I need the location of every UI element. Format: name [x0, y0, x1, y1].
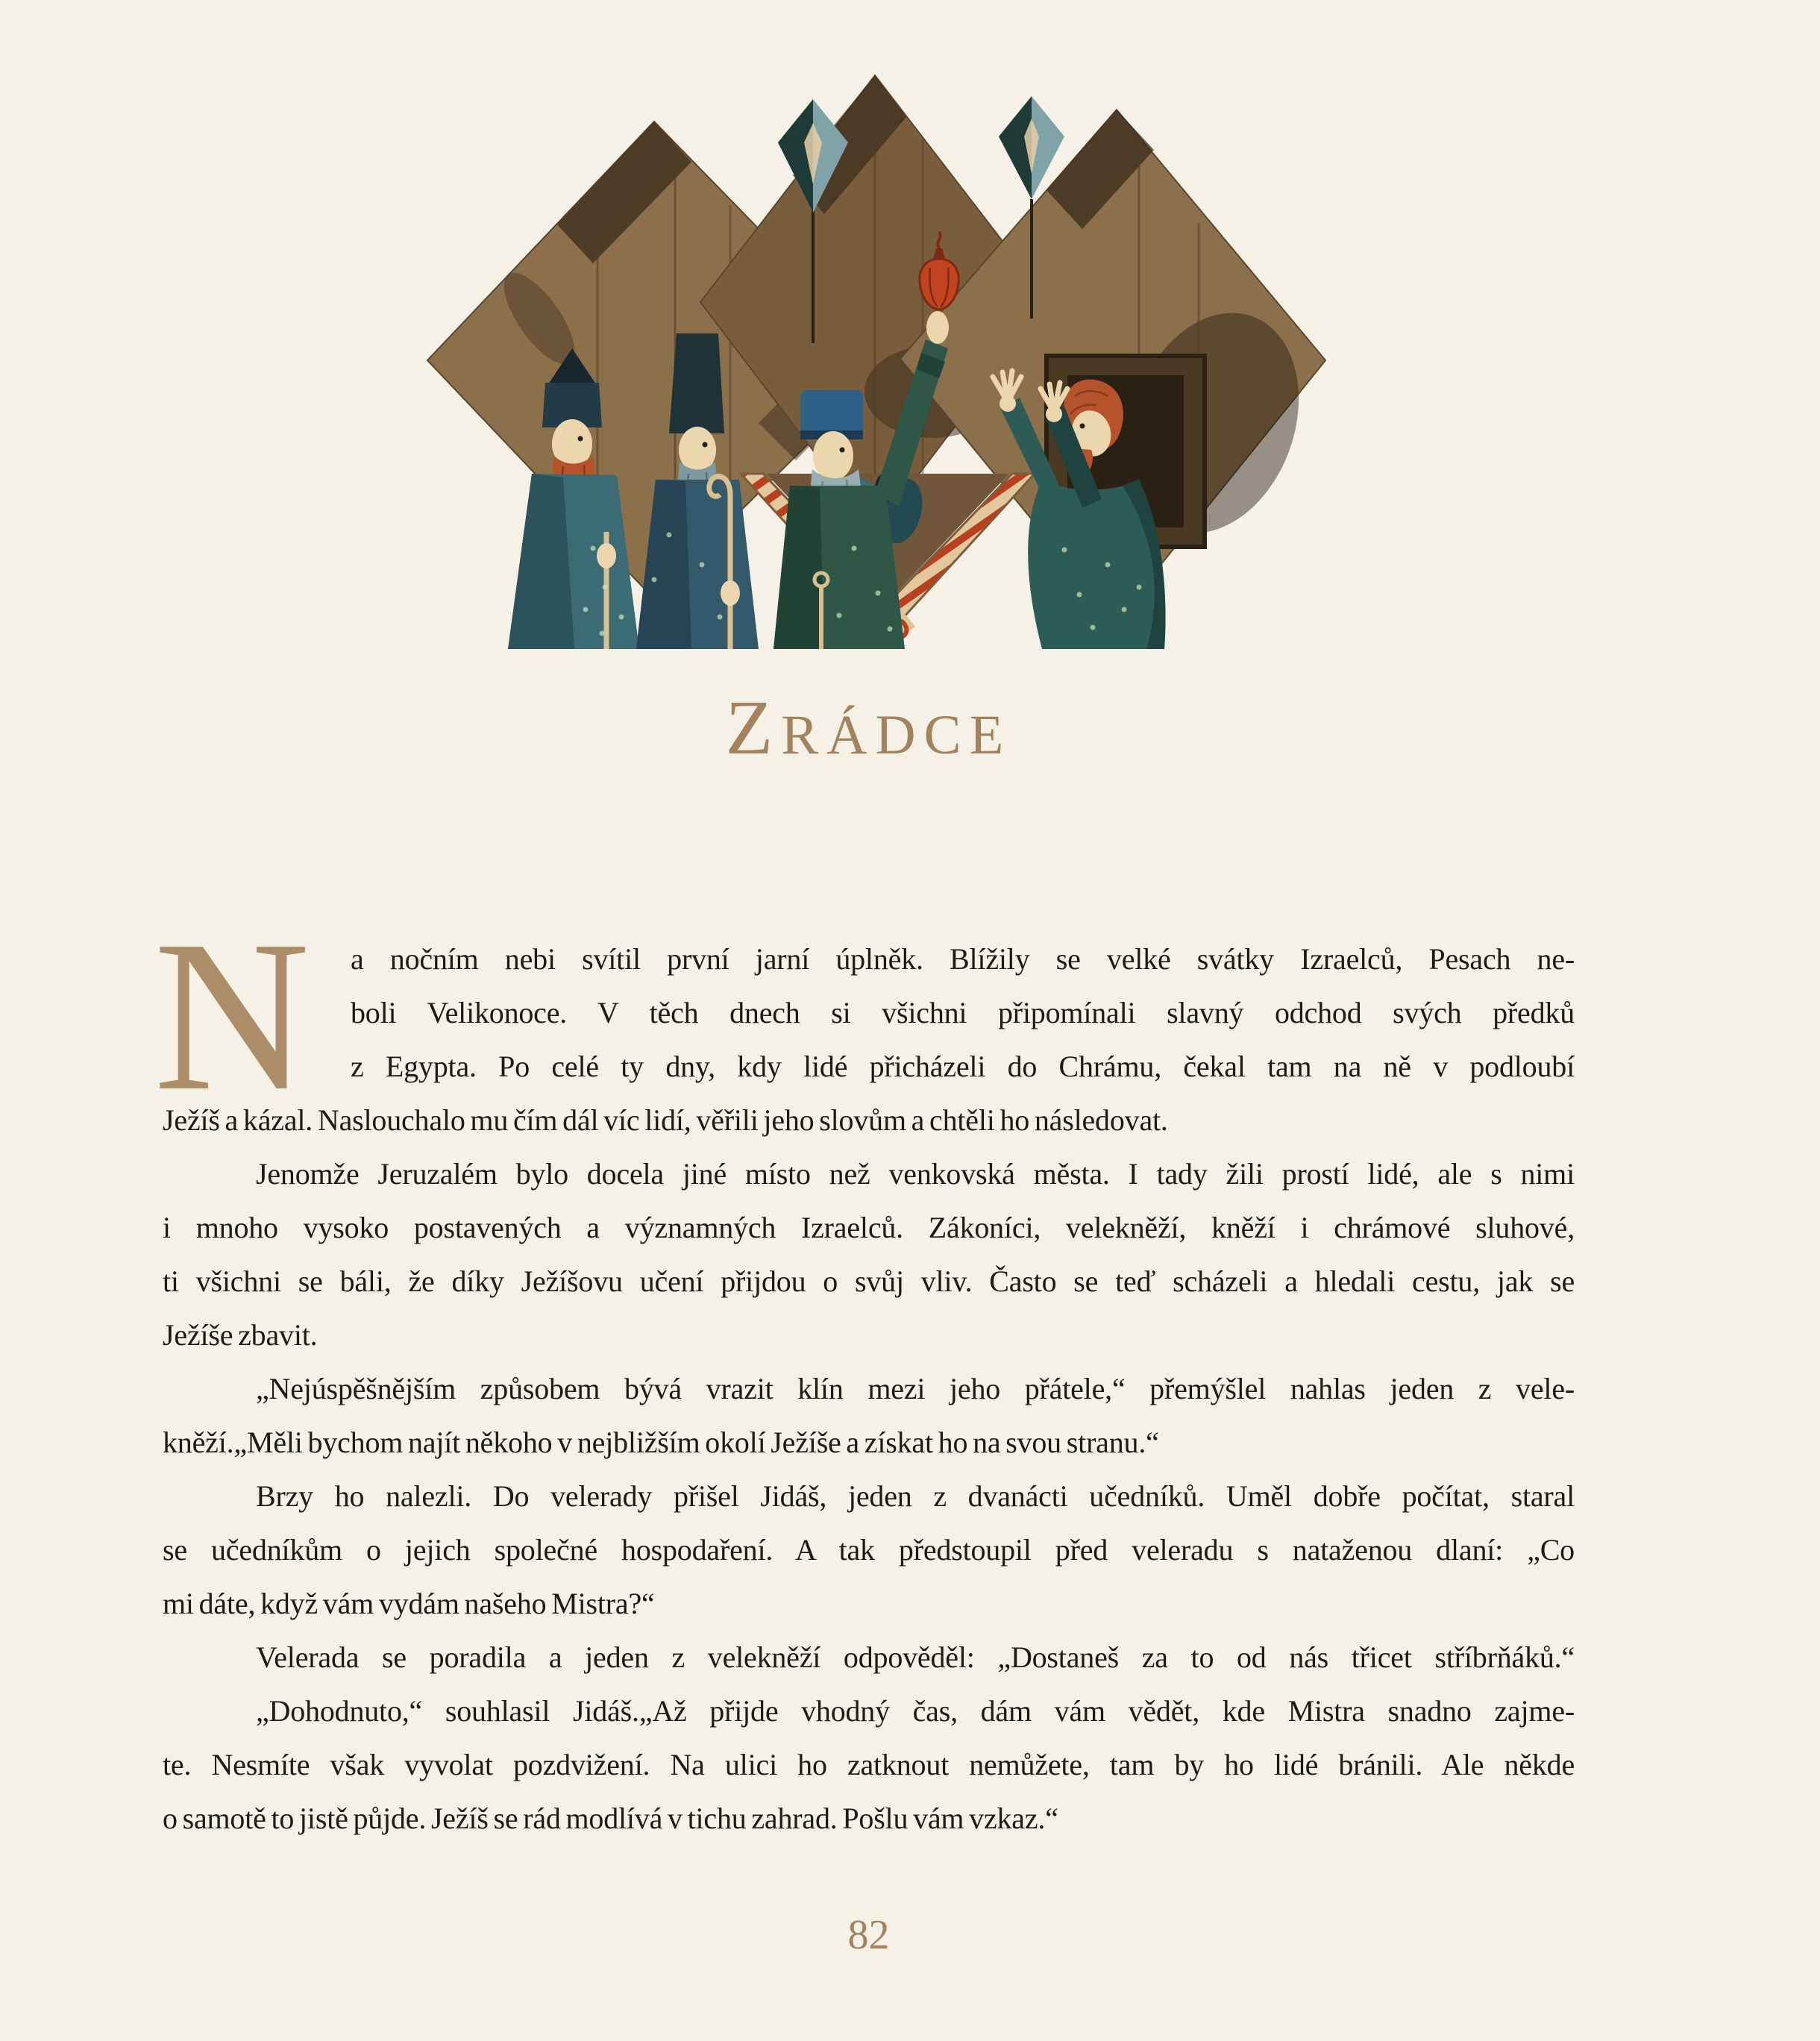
text-line-p1-l3: z Egypta. Po celé ty dny, kdy lidé přicházeli do Chrámu, čekal tam na ně v podloubí	[351, 1050, 1575, 1083]
text-line-p4-l1: Brzy ho nalezli. Do velerady přišel Jidáš, jeden z dvanácti učedníků. Uměl dobře počítat, staral	[256, 1479, 1575, 1513]
chapter-illustration	[407, 71, 1343, 649]
text-line-p1-l2: boli Velikonoce. V těch dnech si všichni připomínali slavný odchod svých předků	[351, 996, 1575, 1029]
text-line-p2-l1: Jenomže Jeruzalém bylo docela jiné místo než venkovská města. I tady žili prostí lidé, ale s nimi	[256, 1157, 1575, 1191]
text-line-p4-l3: mi dáte, když vám vydám našeho Mistra?“	[163, 1587, 655, 1620]
chapter-title-initial: Z	[725, 685, 782, 771]
chapter-title	[163, 683, 1575, 773]
text-line-p1-l4: Ježíš a kázal. Naslouchalo mu čím dál víc lidí, věřili jeho slovům a chtěli ho následovat.	[163, 1103, 1168, 1137]
text-line-p6-l3: o samotě to jistě půjde. Ježíš se rád modlívá v tichu zahrad. Pošlu vám vzkaz.“	[163, 1802, 1058, 1835]
text-line-p6-l2: te. Nesmíte však vyvolat pozdvižení. Na ulici ho zatknout nemůžete, tam by ho lidé bránili. Ale někde	[163, 1748, 1575, 1781]
text-line-p3-l2: kněží.„Měli bychom najít někoho v nejbližším okolí Ježíše a získat ho na svou stranu.“	[163, 1426, 1159, 1459]
text-line-p1-l1: a nočním nebi svítil první jarní úplněk. Blížily se velké svátky Izraelců, Pesach ne-	[351, 942, 1575, 976]
text-line-p6-l1: „Dohodnuto,“ souhlasil Jidáš.„Až přijde vhodný čas, dám vám vědět, kde Mistra snadno zajme-	[256, 1694, 1575, 1728]
text-line-p2-l4: Ježíše zbavit.	[163, 1318, 318, 1352]
text-line-p4-l2: se učedníkům o jejich společné hospodaření. A tak předstoupil před veleradu s nataženou dlaní: „Co	[163, 1533, 1575, 1567]
text-line-p3-l1: „Nejúspěšnějším způsobem bývá vrazit klín mezi jeho přátele,“ přemýšlel nahlas jeden z vele-	[256, 1372, 1575, 1405]
chapter-title-rest: RÁDCE	[781, 704, 1012, 766]
text-column	[163, 932, 1575, 1846]
text-line-p2-l2: i mnoho vysoko postavených a významných Izraelců. Zákoníci, velekněží, kněží i chrámové sluhové,	[163, 1211, 1575, 1244]
text-line-p5-l1: Velerada se poradila a jeden z velekněží odpověděl: „Dostaneš za to od nás třicet stříbrňáků.“	[256, 1640, 1575, 1674]
page-number: 82	[847, 1912, 890, 1958]
drop-cap: N	[154, 896, 310, 1135]
text-line-p2-l3: ti všichni se báli, že díky Ježíšovu učení přijdou o svůj vliv. Často se teď scházeli a hledali cestu, jak se	[163, 1264, 1575, 1298]
